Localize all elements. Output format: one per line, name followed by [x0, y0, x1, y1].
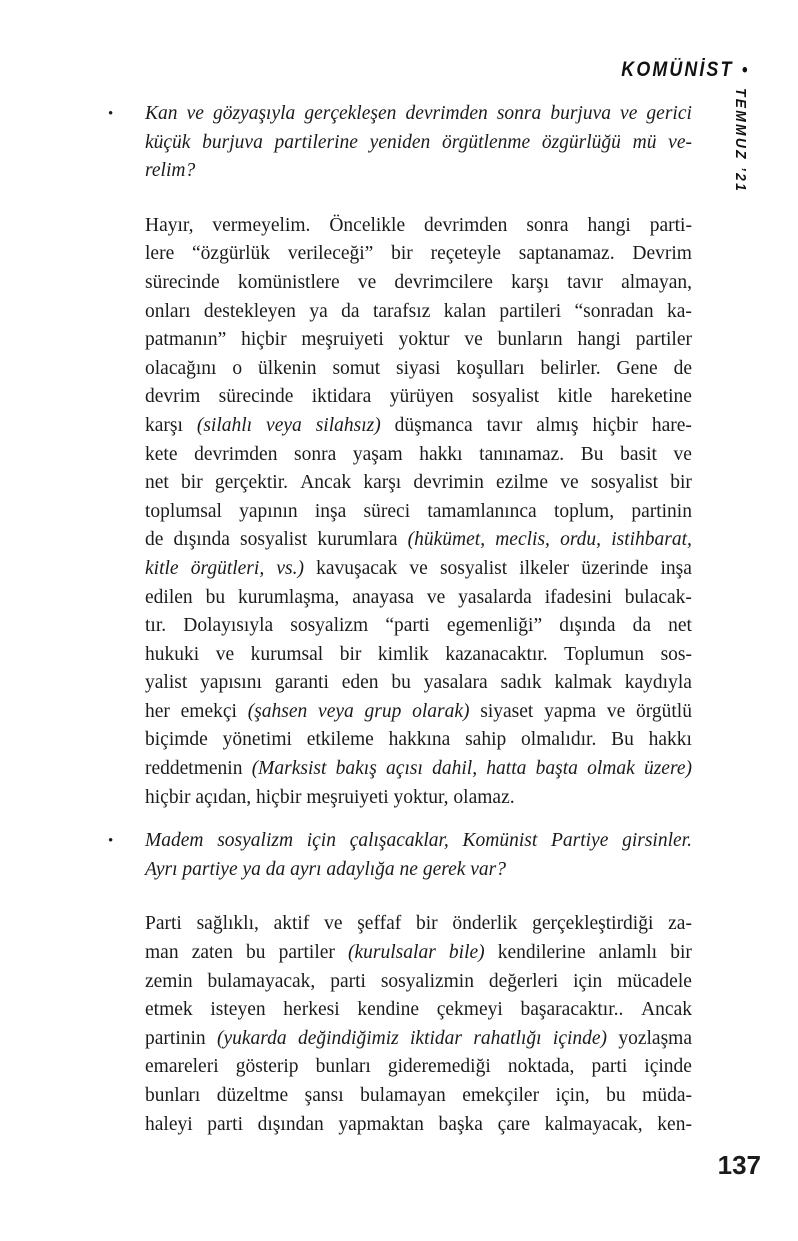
- text-line: net bir gerçektir. Ancak karşı devrimin ezilme ve sosyalist bir: [145, 472, 692, 494]
- text-line: yalist yapısını garanti eden bu yasalara sadık kalmak kaydıyla: [145, 672, 692, 694]
- text-line: partinin (yukarda değindiğimiz iktidar rahatlığı içinde) yozlaşma: [145, 1027, 692, 1049]
- bullet-marker: •: [108, 833, 114, 850]
- header-bullet-icon: •: [742, 60, 748, 81]
- text-line: man zaten bu partiler (kurulsalar bile) kendilerine anlamlı bir: [145, 942, 692, 964]
- text-line: her emekçi (şahsen veya grup olarak) siyaset yapma ve örgütlü: [145, 700, 692, 722]
- content-blocks: [108, 100, 692, 1154]
- text-line: relim?: [145, 160, 196, 182]
- text-line: küçük burjuva partilerine yeniden örgütlenme özgürlüğü mü ve-: [145, 131, 692, 153]
- answer-block: [145, 910, 692, 1139]
- text-line: toplumsal yapının inşa süreci tamamlanınca toplum, partinin: [145, 500, 692, 522]
- text-line: Kan ve gözyaşıyla gerçekleşen devrimden sonra burjuva ve gerici: [145, 103, 692, 124]
- text-line: biçimde yönetimi etkileme hakkına sahip olmalıdır. Bu hakkı: [145, 729, 692, 751]
- text-line: olacağını o ülkenin somut siyasi koşulları belirler. Gene de: [145, 357, 692, 379]
- text-line: kete devrimden sonra yaşam hakkı tanınamaz. Bu basit ve: [145, 443, 692, 465]
- text-line: hukuki ve kurumsal bir kimlik kazanacaktır. Toplumun sos-: [145, 643, 692, 665]
- page-number: 137: [717, 1150, 761, 1180]
- text-line: Hayır, vermeyelim. Öncelikle devrimden sonra hangi parti-: [145, 214, 692, 236]
- text-line: de dışında sosyalist kurumlara (hükümet, meclis, ordu, istihbarat,: [145, 529, 692, 551]
- text-line: sürecinde komünistlere ve devrimcilere karşı tavır almayan,: [145, 271, 692, 293]
- text-line: hiçbir açıdan, hiçbir meşruiyeti yoktur, olamaz.: [145, 786, 515, 808]
- text-line: karşı (silahlı veya silahsız) düşmanca tavır almış hiçbir hare-: [145, 414, 692, 436]
- issue-date-vertical: TEMMUZ ’21: [732, 88, 749, 194]
- text-line: etmek isteyen herkesi kendine çekmeyi başaracaktır.. Ancak: [145, 999, 692, 1021]
- answer-block: [145, 212, 692, 812]
- text-line: tır. Dolayısıyla sosyalizm “parti egemenliği” dışında da net: [145, 615, 692, 637]
- running-head: [622, 58, 748, 82]
- text-line: kitle örgütleri, vs.) kavuşacak ve sosyalist ilkeler üzerinde inşa: [145, 557, 692, 579]
- text-line: Ayrı partiye ya da ayrı adaylığa ne gerek var?: [145, 858, 507, 880]
- text-line: Parti sağlıklı, aktif ve şeffaf bir önderlik gerçekleştirdiği za-: [145, 913, 692, 935]
- text-line: edilen bu kurumlaşma, anayasa ve yasalarda ifadesini bulacak-: [145, 586, 692, 608]
- text-line: patmanın” hiçbir meşruiyeti yoktur ve bunların hangi partiler: [145, 329, 692, 351]
- text-line: devrim sürecinde iktidara yürüyen sosyalist kitle hareketine: [145, 386, 692, 408]
- text-line: zemin bulamayacak, parti sosyalizmin değerleri için mücadele: [145, 970, 692, 992]
- text-line: lere “özgürlük verileceği” bir reçeteyle saptanamaz. Devrim: [145, 243, 692, 265]
- journal-title: KOMÜNİST: [621, 58, 734, 81]
- text-line: reddetmenin (Marksist bakış açısı dahil, hatta başta olmak üzere): [145, 758, 692, 780]
- question-block: [108, 100, 692, 186]
- text-line: Madem sosyalizm için çalışacaklar, Komünist Partiye girsinler.: [145, 830, 692, 852]
- text-line: onları destekleyen ya da tarafsız kalan partileri “sonradan ka-: [145, 300, 692, 322]
- text-line: bunları düzeltme şansı bulamayan emekçiler için, bu müda-: [145, 1085, 692, 1106]
- bullet-marker: •: [108, 106, 114, 122]
- question-block: [108, 827, 692, 884]
- text-line: haleyi parti dışından yapmaktan başka çare kalmayacak, ken-: [145, 1113, 692, 1135]
- text-line: emareleri gösterip bunları gideremediği noktada, parti içinde: [145, 1056, 692, 1078]
